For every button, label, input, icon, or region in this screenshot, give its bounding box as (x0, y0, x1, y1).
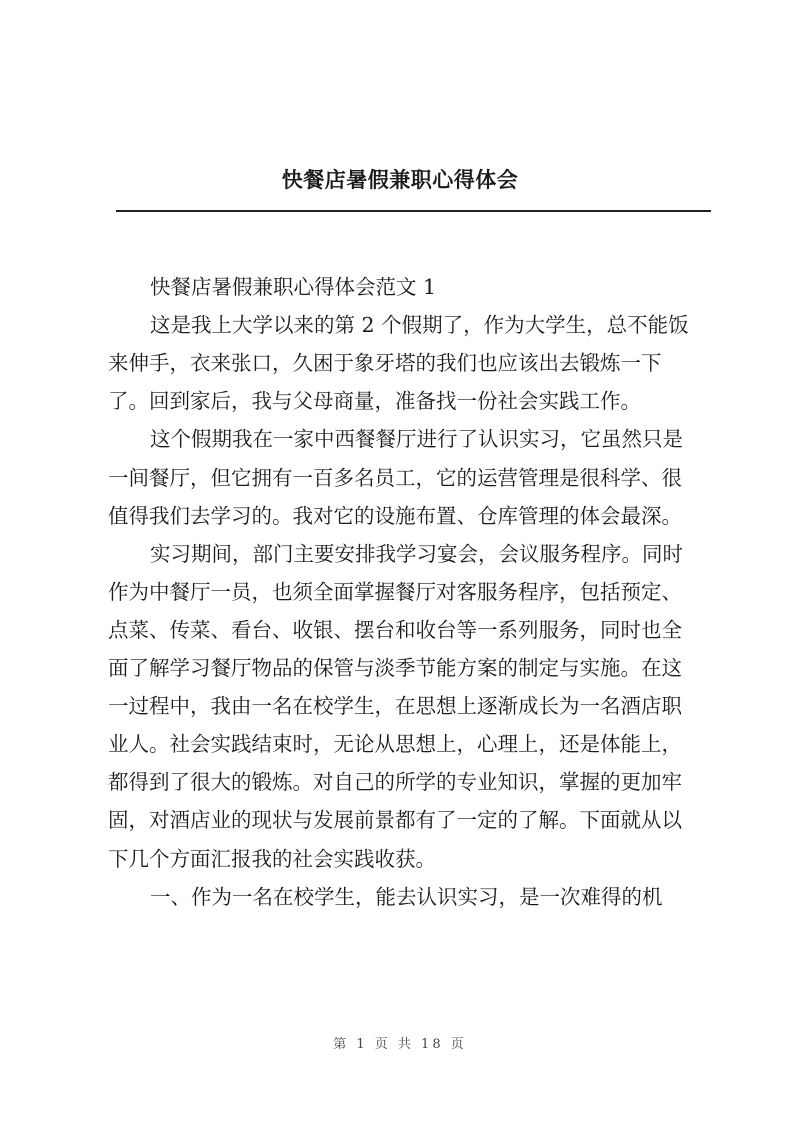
text-line: 了。回到家后，我与父母商量，准备找一份社会实践工作。 (108, 389, 641, 413)
page-footer: 第 1 页 共 18 页 (333, 1037, 467, 1052)
text-line: 值得我们去学习的。我对它的设施布置、仓库管理的体会最深。 (108, 504, 682, 528)
text-line: 业人。社会实践结束时，无论从思想上，心理上，还是体能上， (108, 732, 682, 756)
text-line: 实习期间，部门主要安排我学习宴会，会议服务程序。同时 (150, 542, 683, 566)
title-divider (116, 210, 711, 212)
text-line: 作为中餐厅一员，也须全面掌握餐厅对客服务程序，包括预定、 (108, 580, 682, 604)
text-line: 一间餐厅，但它拥有一百多名员工，它的运营管理是很科学、很 (108, 466, 682, 490)
text-line: 来伸手，衣来张口，久困于象牙塔的我们也应该出去锻炼一下 (108, 351, 662, 375)
text-line: 一、作为一名在校学生，能去认识实习，是一次难得的机 (150, 885, 663, 909)
text-line: 一过程中，我由一名在校学生，在思想上逐渐成长为一名酒店职 (108, 694, 682, 718)
text-line: 这是我上大学以来的第 2 个假期了，作为大学生，总不能饭 (150, 313, 689, 337)
document-title: 快餐店暑假兼职心得体会 (281, 168, 519, 192)
text-line: 面了解学习餐厅物品的保管与淡季节能方案的制定与实施。在这 (108, 656, 682, 680)
text-line: 都得到了很大的锻炼。对自己的所学的专业知识，掌握的更加牢 (108, 770, 682, 794)
text-line: 快餐店暑假兼职心得体会范文 1 (150, 275, 437, 299)
text-line: 固，对酒店业的现状与发展前景都有了一定的了解。下面就从以 (108, 808, 682, 832)
text-line: 这个假期我在一家中西餐餐厅进行了认识实习，它虽然只是 (150, 427, 683, 451)
text-line: 点菜、传菜、看台、收银、摆台和收台等一系列服务，同时也全 (108, 618, 682, 642)
text-line: 下几个方面汇报我的社会实践收获。 (108, 847, 436, 871)
